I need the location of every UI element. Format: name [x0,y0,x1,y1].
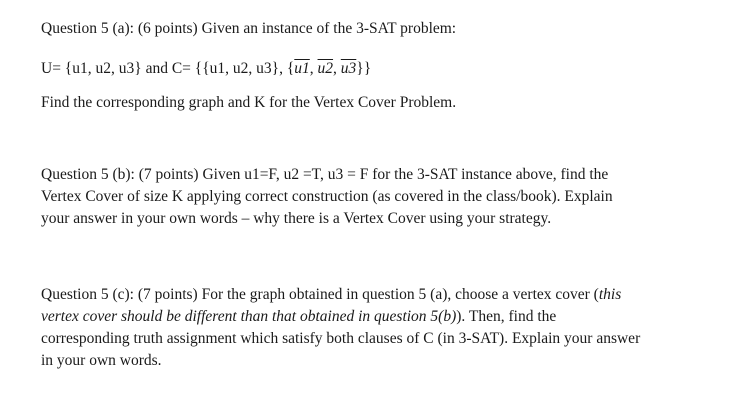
question-5a-sets [41,58,371,80]
negated-u1: u1 [294,60,310,77]
question-5c-line: in your own words. [41,352,162,369]
negated-u2: u2 [317,60,334,77]
question-5c-line [41,306,721,328]
separator: , [309,60,318,77]
question-5c [41,284,721,372]
negated-u3: u3 [340,60,357,77]
question-5c-line2-italic: vertex cover should be different than that obtained in question 5(b) [41,308,457,325]
question-5c-line1-italic: this [598,286,622,303]
sets-suffix: }} [356,60,372,77]
question-5c-line: corresponding truth assignment which satisfy both clauses of C (in 3-SAT). Explain your answer [41,330,641,347]
question-5c-line1-prefix: Question 5 (c): (7 points) For the graph obtained in question 5 (a), choose a vertex cover ( [41,286,599,303]
sets-prefix: U= {u1, u2, u3} and C= {{u1, u2, u3}, { [41,60,295,77]
question-5a-task: Find the corresponding graph and K for the Vertex Cover Problem. [41,94,457,111]
question-5b-line: your answer in your own words – why there is a Vertex Cover using your strategy. [41,210,552,227]
question-5c-line2-suffix: ). Then, find the [456,308,557,325]
separator: , [333,60,341,77]
question-5b [41,164,721,230]
question-5b-line: Question 5 (b): (7 points) Given u1=F, u2 =T, u3 = F for the 3-SAT instance above, find the [41,166,609,183]
question-5b-line: Vertex Cover of size K applying correct construction (as covered in the class/book). Explain [41,188,613,205]
question-5a-title: Question 5 (a): (6 points) Given an instance of the 3-SAT problem: [41,20,457,37]
question-5c-line [41,284,721,306]
